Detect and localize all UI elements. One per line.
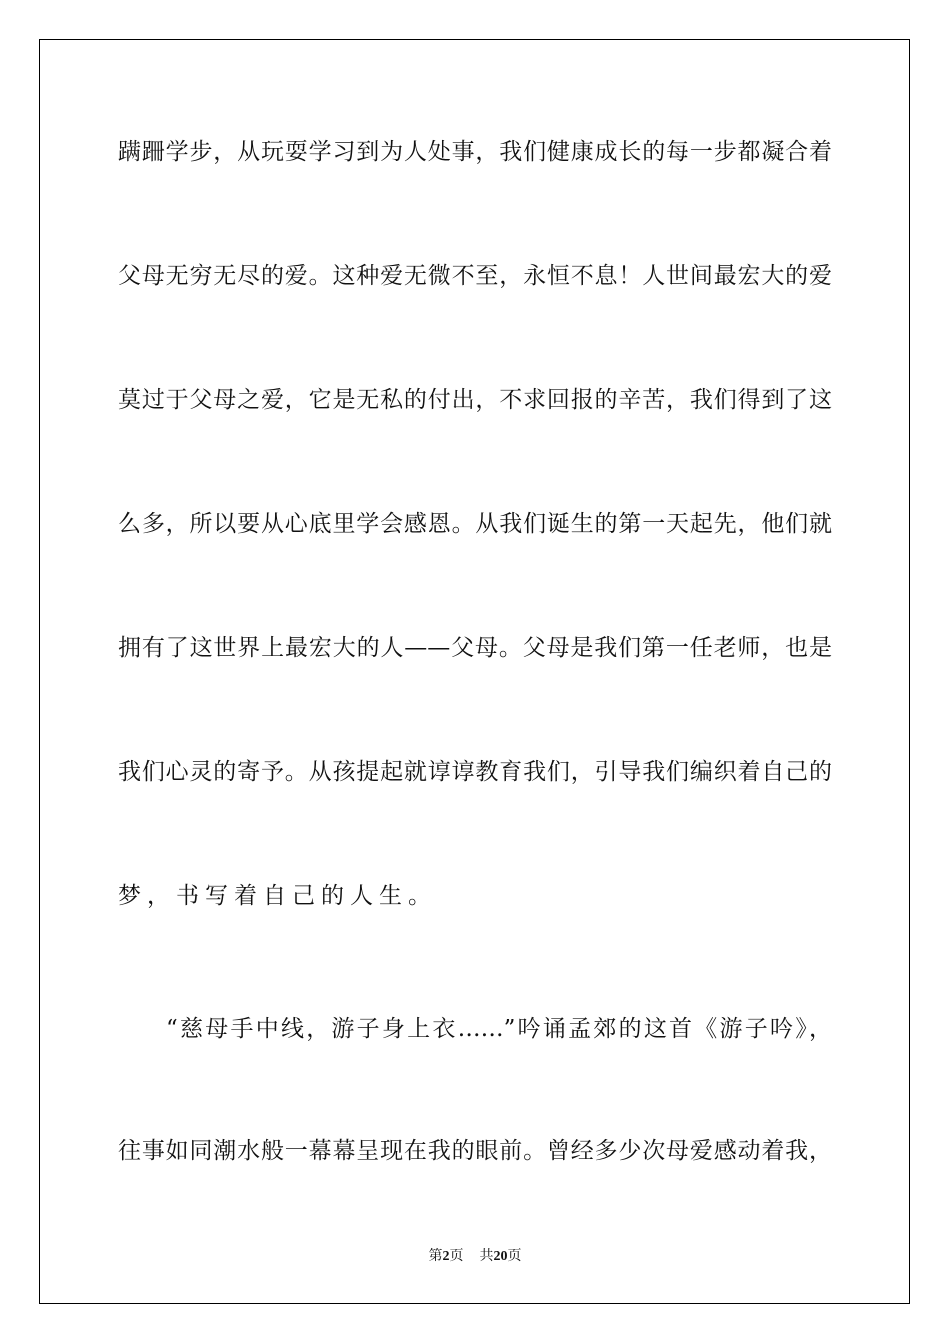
- page-footer: [0, 1246, 950, 1267]
- total-pages: 20: [493, 1249, 508, 1264]
- page-border: [39, 39, 910, 1304]
- paragraph-line: 往事如同潮水般一幕幕呈现在我的眼前。曾经多少次母爱感动着我，: [118, 1138, 832, 1164]
- paragraph-line-indented: “慈母手中线，游子身上衣……”吟诵孟郊的这首《游子吟》，: [166, 1016, 832, 1042]
- total-prefix: 共: [479, 1248, 494, 1264]
- paragraph-line: 莫过于父母之爱，它是无私的付出，不求回报的辛苦，我们得到了这: [118, 387, 832, 413]
- page-prefix: 第: [428, 1248, 443, 1264]
- paragraph-line: 拥有了这世界上最宏大的人——父母。父母是我们第一任老师，也是: [118, 635, 832, 661]
- page-number: 2: [442, 1249, 450, 1264]
- paragraph-line: 蹒跚学步，从玩耍学习到为人处事，我们健康成长的每一步都凝合着: [118, 139, 832, 165]
- page-suffix: 页: [449, 1248, 464, 1264]
- paragraph-line: 父母无穷无尽的爱。这种爱无微不至，永恒不息！人世间最宏大的爱: [118, 263, 832, 289]
- total-suffix: 页: [507, 1248, 522, 1264]
- paragraph-line: 梦，书写着自己的人生。: [118, 883, 437, 909]
- paragraph-line: 我们心灵的寄予。从孩提起就谆谆教育我们，引导我们编织着自己的: [118, 759, 832, 785]
- paragraph-line: 么多，所以要从心底里学会感恩。从我们诞生的第一天起先，他们就: [118, 511, 832, 537]
